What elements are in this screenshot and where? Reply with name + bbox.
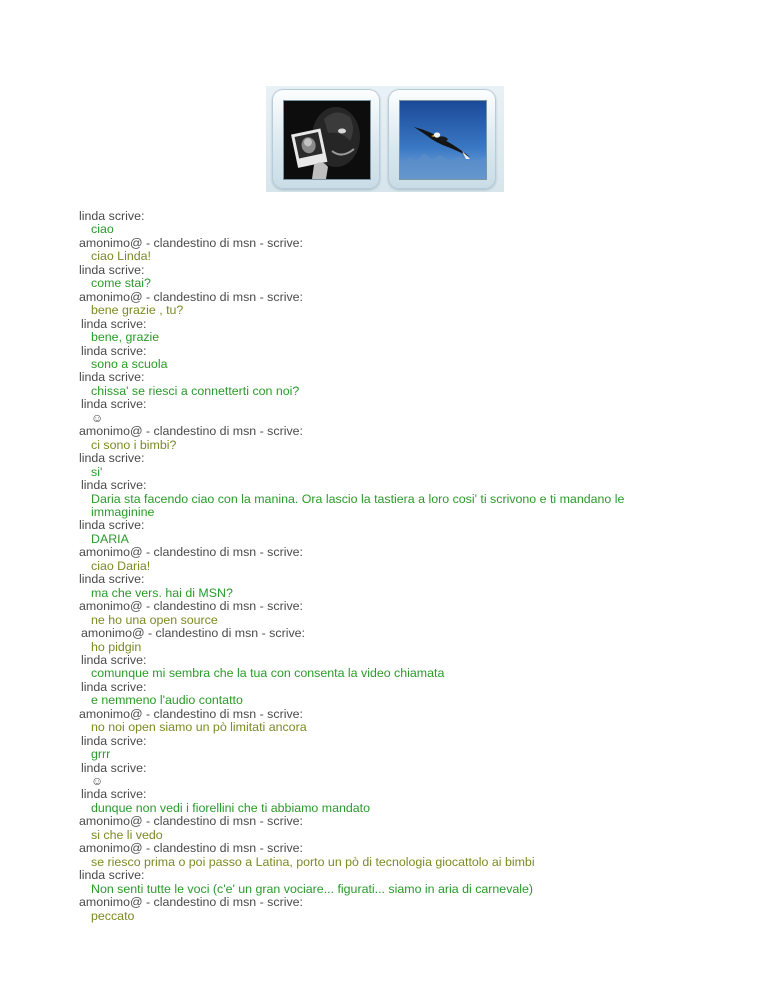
eagle-avatar-image bbox=[399, 100, 487, 180]
chat-sender: linda scrive: bbox=[79, 262, 145, 277]
chat-message: ne ho una open source bbox=[91, 612, 218, 627]
avatar-frame-left bbox=[272, 89, 380, 189]
chat-sender: amonimo@ - clandestino di msn - scrive: bbox=[81, 626, 305, 641]
chat-message: peccato bbox=[91, 908, 135, 923]
chat-message: Non senti tutte le voci (c'e' un gran vociare... figurati... siamo in aria di carnevale) bbox=[91, 881, 534, 896]
chat-sender: amonimo@ - clandestino di msn - scrive: bbox=[79, 289, 303, 304]
chat-message-continued: immaginine bbox=[91, 504, 155, 519]
chat-transcript bbox=[79, 210, 719, 923]
chat-sender: linda scrive: bbox=[79, 572, 145, 587]
chat-message: ciao Linda! bbox=[91, 249, 151, 264]
chat-sender: amonimo@ - clandestino di msn - scrive: bbox=[79, 814, 303, 829]
chat-sender: linda scrive: bbox=[81, 316, 147, 331]
eagle-photo-icon bbox=[400, 101, 486, 179]
chat-sender: amonimo@ - clandestino di msn - scrive: bbox=[79, 599, 303, 614]
chat-message: ciao Daria! bbox=[91, 558, 151, 573]
smiley-icon: ☺ bbox=[91, 774, 104, 789]
chat-message: bene grazie , tu? bbox=[91, 303, 184, 318]
chat-message: dunque non vedi i fiorellini che ti abbiamo mandato bbox=[91, 800, 370, 815]
chat-sender: linda scrive: bbox=[81, 733, 147, 748]
chat-sender: amonimo@ - clandestino di msn - scrive: bbox=[79, 545, 303, 560]
chat-message: sono a scuola bbox=[91, 356, 168, 371]
chat-message: ma che vers. hai di MSN? bbox=[91, 585, 233, 600]
chat-sender: amonimo@ - clandestino di msn - scrive: bbox=[79, 424, 303, 439]
chat-sender: linda scrive: bbox=[81, 652, 147, 667]
chat-sender: linda scrive: bbox=[79, 451, 145, 466]
chat-message: si che li vedo bbox=[91, 827, 163, 842]
chat-message: se riesco prima o poi passo a Latina, porto un pò di tecnologia giocattolo ai bimbi bbox=[91, 854, 535, 869]
chat-sender: linda scrive: bbox=[79, 868, 145, 883]
chat-sender: amonimo@ - clandestino di msn - scrive: bbox=[79, 235, 303, 250]
joker-photo-icon bbox=[284, 101, 370, 179]
chat-sender: linda scrive: bbox=[79, 209, 145, 223]
chat-message: come stai? bbox=[91, 276, 151, 291]
chat-sender: amonimo@ - clandestino di msn - scrive: bbox=[79, 706, 303, 721]
chat-message: no noi open siamo un pò limitati ancora bbox=[91, 720, 307, 735]
chat-sender: linda scrive: bbox=[81, 343, 147, 358]
chat-message: bene, grazie bbox=[91, 330, 160, 345]
chat-sender: amonimo@ - clandestino di msn - scrive: bbox=[79, 895, 303, 910]
chat-sender: linda scrive: bbox=[79, 518, 145, 533]
chat-sender: linda scrive: bbox=[81, 787, 147, 802]
chat-message: si' bbox=[91, 464, 103, 479]
avatar-frame-right bbox=[388, 89, 496, 189]
chat-message: e nemmeno l'audio contatto bbox=[91, 693, 243, 708]
msn-avatar-pair bbox=[266, 86, 504, 192]
chat-sender: amonimo@ - clandestino di msn - scrive: bbox=[79, 841, 303, 856]
chat-message: DARIA bbox=[91, 531, 129, 546]
smiley-icon: ☺ bbox=[91, 410, 104, 425]
chat-sender: linda scrive: bbox=[81, 760, 147, 775]
chat-message: chissa' se riesci a connetterti con noi? bbox=[91, 383, 300, 398]
chat-sender: linda scrive: bbox=[79, 370, 145, 385]
joker-avatar-image bbox=[283, 100, 371, 180]
chat-message: ci sono i bimbi? bbox=[91, 437, 177, 452]
chat-message: grrr bbox=[91, 747, 111, 762]
chat-message: ho pidgin bbox=[91, 639, 142, 654]
chat-message: Daria sta facendo ciao con la manina. Ora lascio la tastiera a loro cosi' ti scrivono e ti mandano le bbox=[91, 491, 625, 506]
chat-message: ciao bbox=[91, 222, 114, 237]
chat-message: comunque mi sembra che la tua con consenta la video chiamata bbox=[91, 666, 445, 681]
chat-sender: linda scrive: bbox=[81, 478, 147, 493]
chat-sender: linda scrive: bbox=[81, 397, 147, 412]
chat-sender: linda scrive: bbox=[81, 679, 147, 694]
